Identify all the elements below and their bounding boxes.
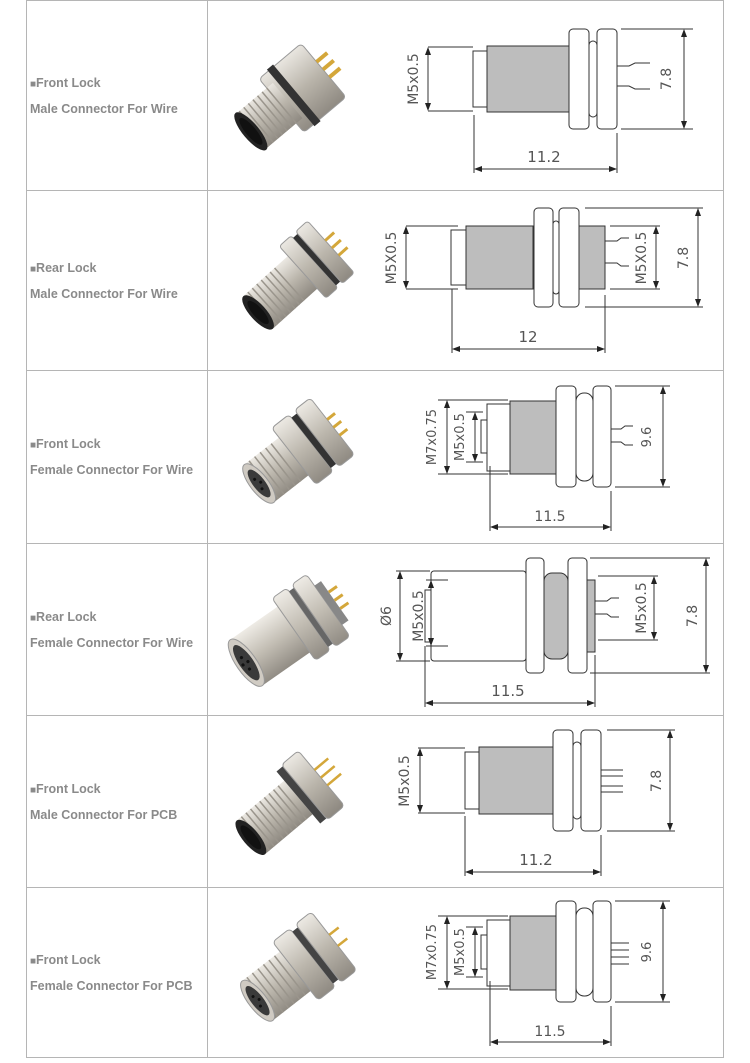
dimension-drawing (378, 191, 723, 370)
length-dimension: 11.2 (527, 148, 561, 166)
bullet-icon: ■ (30, 263, 37, 275)
table-row (27, 715, 723, 887)
thread-dimension: M5x0.5 (453, 928, 468, 976)
thread-dimension: M5x0.5 (411, 590, 427, 642)
dimension-drawing (378, 1, 723, 190)
table-row (27, 543, 723, 715)
connector-description: Male Connector For Wire (30, 101, 178, 116)
lock-label: Rear Lock (36, 260, 97, 275)
thread-dimension: M5x0.5 (453, 413, 468, 461)
table-row (27, 887, 723, 1058)
connector-spec-table (26, 0, 724, 1058)
female-connector-photo (208, 371, 378, 543)
male-pcb-connector-photo (208, 716, 378, 887)
bullet-icon: ■ (30, 612, 37, 624)
bullet-icon: ■ (30, 440, 37, 451)
male-connector-photo (208, 191, 378, 370)
female-connector-photo (208, 544, 378, 715)
male-connector-photo (208, 1, 378, 190)
label-cell (27, 888, 208, 1057)
length-dimension: 12 (518, 328, 538, 346)
lock-type (30, 610, 207, 624)
label-cell (27, 716, 208, 887)
rear-thread-dimension: M5X0.5 (634, 231, 650, 285)
bullet-icon: ■ (30, 955, 37, 967)
dimension-drawing (378, 544, 723, 715)
thread-dimension: M5x0.5 (397, 755, 413, 807)
dimension-drawing (378, 888, 723, 1057)
height-dimension: 7.8 (676, 246, 692, 270)
length-dimension: 11.5 (534, 509, 566, 525)
outer-thread-dimension: M7x0.75 (425, 408, 440, 466)
outer-thread-dimension: M7x0.75 (425, 923, 440, 981)
diameter-dimension: Ø6 (379, 606, 395, 626)
height-dimension: 7.8 (659, 67, 675, 91)
bullet-icon: ■ (30, 78, 37, 90)
label-cell (27, 1, 208, 190)
lock-label: Front Lock (36, 952, 101, 967)
connector-description: Male Connector For PCB (30, 807, 178, 822)
lock-type (30, 261, 207, 275)
connector-description: Female Connector For Wire (30, 635, 194, 650)
lock-label: Front Lock (36, 437, 101, 451)
height-dimension: 9.6 (640, 426, 655, 448)
dimension-drawing (378, 371, 723, 543)
dimension-drawing (378, 716, 723, 887)
height-dimension: 7.8 (685, 604, 701, 628)
connector-description: Male Connector For Wire (30, 286, 178, 301)
lock-label: Front Lock (36, 781, 101, 796)
rear-thread-dimension: M5x0.5 (634, 582, 650, 634)
height-dimension: 9.6 (640, 941, 655, 963)
thread-dimension: M5x0.5 (406, 53, 422, 105)
bullet-icon: ■ (30, 784, 37, 796)
lock-label: Rear Lock (36, 609, 97, 624)
length-dimension: 11.5 (534, 1024, 566, 1040)
table-row (27, 0, 723, 190)
table-row (27, 370, 723, 543)
label-cell (27, 544, 208, 715)
length-dimension: 11.5 (491, 682, 525, 700)
lock-type (30, 76, 207, 90)
table-row (27, 190, 723, 370)
label-cell (27, 371, 208, 543)
female-pcb-connector-photo (208, 888, 378, 1057)
label-cell (27, 191, 208, 370)
connector-description: Female Connector For Wire (30, 463, 194, 477)
lock-type (30, 953, 207, 967)
lock-label: Front Lock (36, 75, 101, 90)
height-dimension: 7.8 (649, 769, 665, 793)
length-dimension: 11.2 (519, 851, 553, 869)
lock-type (30, 782, 207, 796)
thread-dimension: M5X0.5 (384, 231, 400, 285)
lock-type (30, 437, 207, 451)
connector-description: Female Connector For PCB (30, 978, 193, 993)
